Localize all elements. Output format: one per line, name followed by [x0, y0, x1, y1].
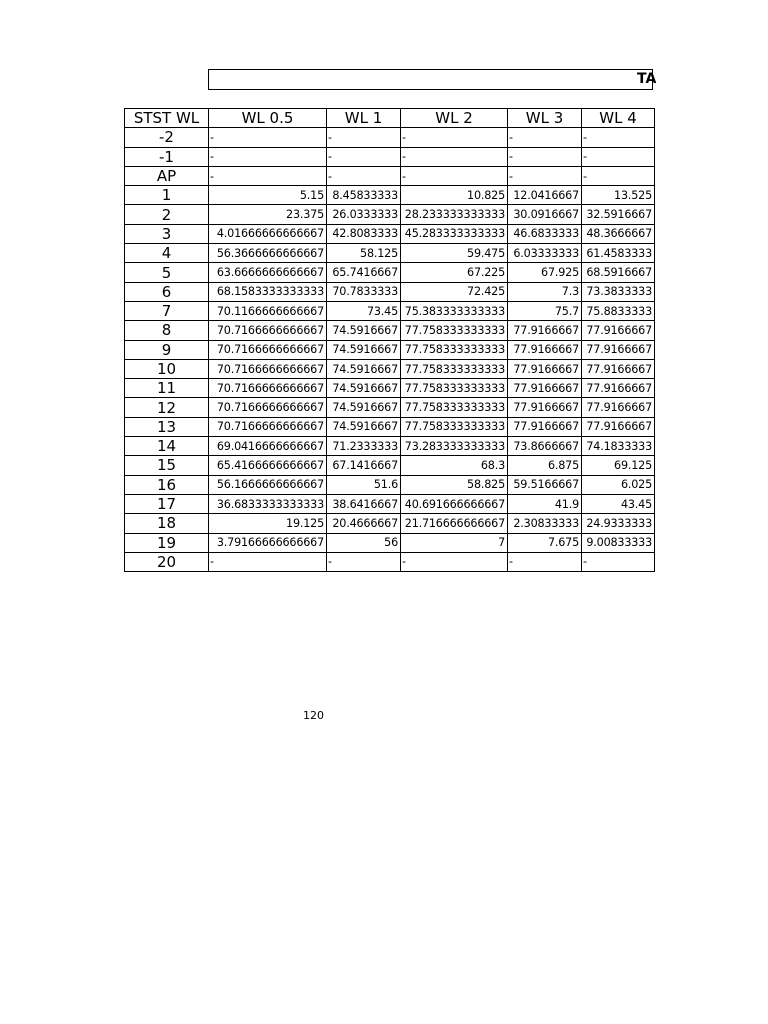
table-cell: -: [209, 552, 327, 571]
table-cell: 13.525: [582, 186, 655, 205]
table-cell: -: [582, 166, 655, 185]
row-label: 8: [125, 321, 209, 340]
table-cell: 8.45833333: [327, 186, 401, 205]
table-row: [125, 224, 655, 243]
table-cell: 4.01666666666667: [209, 224, 327, 243]
table-row: [125, 340, 655, 359]
table-cell: 7: [401, 533, 508, 552]
table-row: [125, 456, 655, 475]
table-cell: 5.15: [209, 186, 327, 205]
table-cell: -: [508, 128, 582, 147]
table-cell: 70.7166666666667: [209, 321, 327, 340]
table-cell: 72.425: [401, 282, 508, 301]
table-cell: 40.691666666667: [401, 494, 508, 513]
table-row: [125, 475, 655, 494]
table-cell: 48.3666667: [582, 224, 655, 243]
table-row: [125, 205, 655, 224]
table-cell: 19.125: [209, 514, 327, 533]
table-cell: 77.9166667: [582, 321, 655, 340]
table-cell: 59.5166667: [508, 475, 582, 494]
table-cell: 77.758333333333: [401, 417, 508, 436]
table-cell: 77.9166667: [582, 398, 655, 417]
table-cell: 51.6: [327, 475, 401, 494]
row-label: 15: [125, 456, 209, 475]
row-label: 16: [125, 475, 209, 494]
table-row: [125, 494, 655, 513]
table-cell: -: [209, 147, 327, 166]
table-cell: 70.7166666666667: [209, 340, 327, 359]
table-row: [125, 128, 655, 147]
table-cell: 74.5916667: [327, 321, 401, 340]
table-cell: -: [401, 128, 508, 147]
table-cell: 32.5916667: [582, 205, 655, 224]
table-row: [125, 321, 655, 340]
table-cell: 74.5916667: [327, 398, 401, 417]
table-cell: 21.716666666667: [401, 514, 508, 533]
table-row: [125, 437, 655, 456]
table-cell: 71.2333333: [327, 437, 401, 456]
table-cell: 77.9166667: [508, 379, 582, 398]
table-cell: 67.925: [508, 263, 582, 282]
table-cell: -: [327, 147, 401, 166]
table-row: [125, 166, 655, 185]
table-cell: -: [508, 147, 582, 166]
table-body: [125, 128, 655, 572]
table-row: [125, 514, 655, 533]
table-cell: 77.9166667: [582, 340, 655, 359]
table-cell: -: [327, 128, 401, 147]
row-label: 10: [125, 359, 209, 378]
table-cell: 77.9166667: [508, 398, 582, 417]
table-cell: 74.5916667: [327, 417, 401, 436]
table-row: [125, 263, 655, 282]
table-cell: 30.0916667: [508, 205, 582, 224]
table-cell: 74.5916667: [327, 359, 401, 378]
table-cell: 68.3: [401, 456, 508, 475]
row-label: 19: [125, 533, 209, 552]
table-cell: 77.9166667: [508, 340, 582, 359]
table-cell: 24.9333333: [582, 514, 655, 533]
column-header-wl-1: WL 1: [327, 109, 401, 128]
table-cell: 70.7166666666667: [209, 398, 327, 417]
row-label: 4: [125, 244, 209, 263]
table-cell: 77.758333333333: [401, 359, 508, 378]
column-header-stst-wl: STST WL: [125, 109, 209, 128]
table-cell: 46.6833333: [508, 224, 582, 243]
table-cell: 75.7: [508, 301, 582, 320]
table-cell: 56.1666666666667: [209, 475, 327, 494]
row-label: 1: [125, 186, 209, 205]
row-label: 2: [125, 205, 209, 224]
row-label: 17: [125, 494, 209, 513]
table-cell: 74.1833333: [582, 437, 655, 456]
table-cell: 74.5916667: [327, 340, 401, 359]
table-cell: 70.7833333: [327, 282, 401, 301]
row-label: -2: [125, 128, 209, 147]
table-cell: 36.6833333333333: [209, 494, 327, 513]
row-label: 6: [125, 282, 209, 301]
table-cell: 7.3: [508, 282, 582, 301]
page-number: 120: [303, 709, 324, 722]
table-cell: 68.1583333333333: [209, 282, 327, 301]
row-label: 18: [125, 514, 209, 533]
table-cell: 75.383333333333: [401, 301, 508, 320]
table-cell: -: [327, 166, 401, 185]
table-row: [125, 533, 655, 552]
table-cell: 3.79166666666667: [209, 533, 327, 552]
table-cell: 73.3833333: [582, 282, 655, 301]
table-cell: -: [209, 128, 327, 147]
table-cell: 70.7166666666667: [209, 417, 327, 436]
table-cell: 38.6416667: [327, 494, 401, 513]
table-cell: 58.825: [401, 475, 508, 494]
table-cell: 69.125: [582, 456, 655, 475]
offsets-table: [124, 108, 655, 572]
row-label: -1: [125, 147, 209, 166]
table-cell: 42.8083333: [327, 224, 401, 243]
row-label: 3: [125, 224, 209, 243]
table-cell: -: [401, 147, 508, 166]
table-cell: 28.233333333333: [401, 205, 508, 224]
table-cell: 77.9166667: [582, 359, 655, 378]
row-label: 20: [125, 552, 209, 571]
table-cell: 41.9: [508, 494, 582, 513]
table-cell: 58.125: [327, 244, 401, 263]
table-cell: 23.375: [209, 205, 327, 224]
table-cell: -: [401, 166, 508, 185]
table-cell: -: [582, 552, 655, 571]
table-cell: 6.03333333: [508, 244, 582, 263]
table-cell: 26.0333333: [327, 205, 401, 224]
table-cell: 59.475: [401, 244, 508, 263]
table-cell: 77.758333333333: [401, 321, 508, 340]
table-cell: 75.8833333: [582, 301, 655, 320]
table-cell: -: [327, 552, 401, 571]
column-header-wl-4: WL 4: [582, 109, 655, 128]
table-cell: 2.30833333: [508, 514, 582, 533]
table-cell: -: [209, 166, 327, 185]
table-cell: 67.1416667: [327, 456, 401, 475]
table-cell: 77.758333333333: [401, 379, 508, 398]
table-cell: 65.4166666666667: [209, 456, 327, 475]
table-cell: 68.5916667: [582, 263, 655, 282]
table-cell: 77.9166667: [582, 379, 655, 398]
row-label: 5: [125, 263, 209, 282]
table-row: [125, 552, 655, 571]
table-cell: 73.45: [327, 301, 401, 320]
row-label: 12: [125, 398, 209, 417]
table-cell: 56.3666666666667: [209, 244, 327, 263]
table-cell: 73.283333333333: [401, 437, 508, 456]
table-cell: 70.7166666666667: [209, 379, 327, 398]
table-cell: -: [508, 166, 582, 185]
column-header-wl-3: WL 3: [508, 109, 582, 128]
table-cell: 12.0416667: [508, 186, 582, 205]
table-cell: 77.9166667: [508, 359, 582, 378]
table-title: TA: [637, 71, 657, 87]
table-cell: 65.7416667: [327, 263, 401, 282]
table-cell: 70.1166666666667: [209, 301, 327, 320]
table-cell: 10.825: [401, 186, 508, 205]
table-row: [125, 301, 655, 320]
table-cell: -: [582, 147, 655, 166]
table-cell: -: [508, 552, 582, 571]
table-cell: 9.00833333: [582, 533, 655, 552]
table-cell: 7.675: [508, 533, 582, 552]
table-cell: 63.6666666666667: [209, 263, 327, 282]
table-cell: 77.758333333333: [401, 398, 508, 417]
row-label: 9: [125, 340, 209, 359]
table-row: [125, 359, 655, 378]
table-row: [125, 282, 655, 301]
table-row: [125, 147, 655, 166]
table-cell: 77.9166667: [508, 321, 582, 340]
table-cell: 73.8666667: [508, 437, 582, 456]
table-cell: 77.9166667: [508, 417, 582, 436]
table-cell: 67.225: [401, 263, 508, 282]
row-label: AP: [125, 166, 209, 185]
row-label: 11: [125, 379, 209, 398]
table-cell: 77.758333333333: [401, 340, 508, 359]
table-row: [125, 417, 655, 436]
row-label: 13: [125, 417, 209, 436]
row-label: 7: [125, 301, 209, 320]
table-cell: 45.283333333333: [401, 224, 508, 243]
table-cell: 20.4666667: [327, 514, 401, 533]
table-cell: 43.45: [582, 494, 655, 513]
table-cell: 6.875: [508, 456, 582, 475]
table-cell: 74.5916667: [327, 379, 401, 398]
table-cell: 61.4583333: [582, 244, 655, 263]
table-cell: 69.0416666666667: [209, 437, 327, 456]
table-row: [125, 398, 655, 417]
table-cell: 6.025: [582, 475, 655, 494]
table-row: [125, 186, 655, 205]
table-cell: 56: [327, 533, 401, 552]
header-row: [125, 109, 655, 128]
column-header-wl-2: WL 2: [401, 109, 508, 128]
title-box: [208, 69, 657, 90]
table-cell: 70.7166666666667: [209, 359, 327, 378]
table-row: [125, 379, 655, 398]
table-row: [125, 244, 655, 263]
column-header-wl-0-5: WL 0.5: [209, 109, 327, 128]
table-cell: -: [582, 128, 655, 147]
table-cell: -: [401, 552, 508, 571]
table-cell: 77.9166667: [582, 417, 655, 436]
row-label: 14: [125, 437, 209, 456]
